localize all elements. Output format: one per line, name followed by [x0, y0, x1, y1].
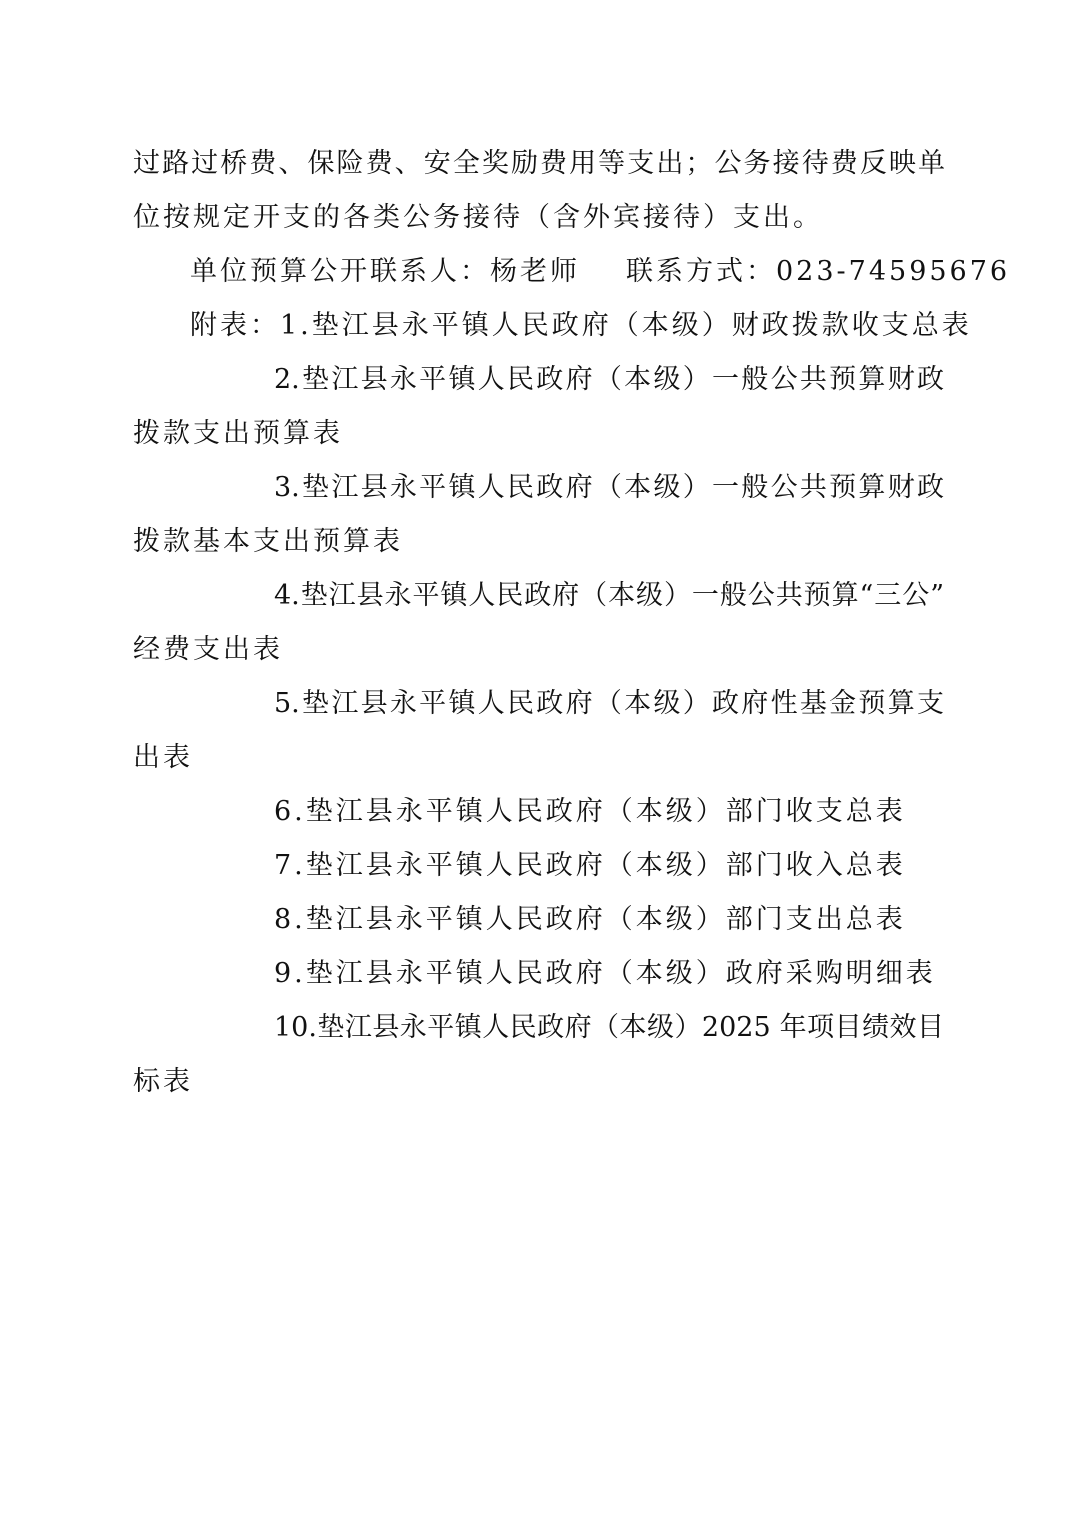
attachment-item-continuation: 经费支出表 [133, 634, 283, 665]
attachment-item: 9.垫江县永平镇人民政府（本级）政府采购明细表 [274, 958, 936, 989]
contact-line [190, 254, 1010, 290]
attachment-item-continuation: 拨款基本支出预算表 [133, 526, 403, 557]
attachment-heading: 附表： [190, 310, 280, 341]
attachment-item: 3.垫江县永平镇人民政府（本级）一般公共预算财政 [274, 472, 944, 503]
attachment-item: 4.垫江县永平镇人民政府（本级）一般公共预算“三公” [274, 580, 944, 611]
attachment-item: 10.垫江县永平镇人民政府（本级）2025 年项目绩效目 [274, 1012, 944, 1043]
attachment-item: 5.垫江县永平镇人民政府（本级）政府性基金预算支 [274, 688, 944, 719]
attachment-item: 6.垫江县永平镇人民政府（本级）部门收支总表 [274, 796, 906, 827]
attachment-item [190, 308, 972, 344]
paragraph-line: 过路过桥费、保险费、安全奖励费用等支出；公务接待费反映单 [133, 148, 945, 179]
attachment-item: 2.垫江县永平镇人民政府（本级）一般公共预算财政 [274, 364, 944, 395]
contact-method: 联系方式：023-74595676 [626, 256, 1011, 287]
attachment-item: 7.垫江县永平镇人民政府（本级）部门收入总表 [274, 850, 906, 881]
attachment-item-continuation: 标表 [133, 1066, 193, 1097]
contact-person: 单位预算公开联系人：杨老师 [190, 256, 580, 287]
paragraph-line: 位按规定开支的各类公务接待（含外宾接待）支出。 [133, 202, 823, 233]
attachment-item-continuation: 拨款支出预算表 [133, 418, 343, 449]
attachment-item: 8.垫江县永平镇人民政府（本级）部门支出总表 [274, 904, 906, 935]
attachment-item-continuation: 出表 [133, 742, 193, 773]
attachment-item-text: 1.垫江县永平镇人民政府（本级）财政拨款收支总表 [280, 310, 972, 341]
